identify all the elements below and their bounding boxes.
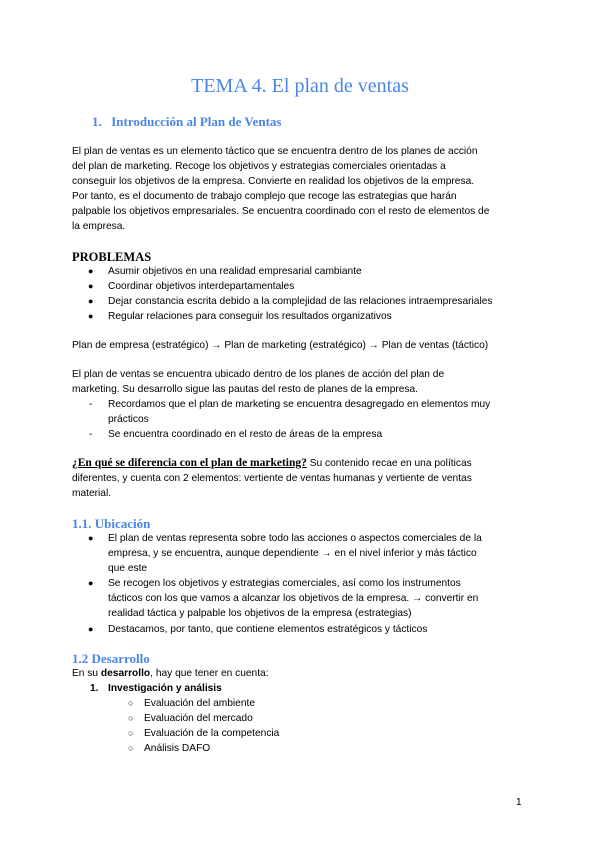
list-item [72,622,542,637]
list-item-text: Asumir objetivos en una realidad empresarial cambiante [108,266,362,277]
list-item-text: Destacamos, por tanto, que contiene elementos estratégicos y tácticos [108,623,428,635]
circle-bullet-icon: ○ [128,713,134,724]
list-item [72,576,542,621]
bullet-icon: ● [88,281,94,292]
list-item-text: realidad táctica y palpable los objetivos de la empresa (estrategias) [108,608,412,620]
bullet-icon: ● [88,266,94,276]
document-title: TEMA 4. El plan de ventas [191,75,409,97]
ubicado-paragraph [72,367,532,397]
circle-bullet-icon: ○ [128,743,134,754]
numbered-item-label: Investigación y análisis [108,683,222,694]
intro-paragraph [72,144,532,235]
desarrollo-intro-before: En su [72,668,101,679]
list-item [72,741,542,756]
desarrollo-intro-bold: desarrollo [100,668,151,679]
list-item-text: prácticos [108,414,149,426]
hierarchy-line: Plan de empresa (estratégico) → Plan de marketing (estratégico) → Plan de ventas (táctico) [72,340,489,351]
problemas-heading: PROBLEMAS [72,250,152,264]
list-item [72,726,542,741]
list-item-text: Coordinar objetivos interdepartamentales [108,281,295,293]
intro-line: la empresa. [72,221,126,233]
list-item [72,397,542,427]
list-item-text: Recordamos que el plan de marketing se encuentra desagregado en elementos muy [108,399,491,410]
list-item-text: Se encuentra coordinado en el resto de áreas de la empresa [108,429,383,441]
list-item [72,711,542,726]
section-1-1-heading: 1.1. Ubicación [72,516,151,531]
circle-bullet-icon: ○ [128,698,134,708]
section-1-number: 1. [92,114,102,129]
list-item-text: Análisis DAFO [144,743,211,755]
section-1-title: Introducción al Plan de Ventas [111,114,282,129]
list-item [72,279,542,294]
list-item-text: tácticos con los que vamos a alcanzar los objetivos de la empresa. → convertir en [108,593,479,605]
question-line: material. [72,488,112,500]
list-item-text: Regular relaciones para conseguir los resultados organizativos [108,311,392,323]
list-item [72,427,542,442]
bullet-icon: ● [88,296,94,307]
desarrollo-intro-line [72,666,532,681]
intro-line: del plan de marketing. Recoge los objetivos y estrategias comerciales orientadas a [72,161,446,173]
question-paragraph [72,456,532,501]
list-item [72,531,542,576]
list-item-text: empresa, y se encuentra, aunque dependiente → en el nivel inferior y más táctico [108,548,477,560]
list-item-text: que este [108,563,148,575]
question-rest: Su contenido recae en una políticas [306,458,472,469]
list-item-text: El plan de ventas representa sobre todo las acciones o aspectos comerciales de la [108,533,482,544]
bullet-icon: ● [88,578,94,589]
page-number: 1 [516,797,522,808]
bullet-icon: ● [88,623,94,634]
list-item-text: Evaluación del mercado [144,713,253,725]
numbered-item [90,681,222,696]
dash-list [72,397,542,442]
intro-line: Por tanto, es el documento de trabajo complejo que recoge las estrategias que harán [72,191,457,203]
desarrollo-sub-list [72,696,542,756]
list-item [72,264,542,279]
question-first-line [72,456,532,471]
problemas-list [72,264,542,324]
intro-line: conseguir los objetivos de la empresa. Convierte en realidad los objetivos de la empresa. [72,176,475,188]
list-item-text: Evaluación de la competencia [144,728,280,740]
section-1-2-heading: 1.2 Desarrollo [72,651,150,666]
question-line: diferentes, y cuenta con 2 elementos: vertiente de ventas humanas y vertiente de ventas [72,473,472,485]
list-item [72,309,542,324]
list-item-text: Se recogen los objetivos y estrategias comerciales, así como los instrumentos [108,578,461,590]
ubicacion-list [72,531,542,637]
bullet-icon: ● [88,533,94,543]
circle-bullet-icon: ○ [128,728,134,739]
dash-icon: - [89,429,93,441]
list-item [72,294,542,309]
hierarchy-paragraph [72,338,532,353]
list-item-text: Evaluación del ambiente [144,698,256,709]
bullet-icon: ● [88,311,94,322]
desarrollo-intro [72,666,532,681]
desarrollo-intro-after: , hay que tener en cuenta: [150,668,269,679]
section-1-heading [92,114,282,130]
list-item [72,696,542,711]
question-label: ¿En qué se diferencia con el plan de marketing? [72,457,307,469]
intro-line: palpable los objetivos empresariales. Se encuentra coordinado con el resto de elementos de [72,206,490,218]
ubicado-line: marketing. Su desarrollo sigue las pautas del resto de planes de la empresa. [72,384,419,396]
dash-icon: - [89,399,93,410]
numbered-item-number: 1. [90,683,99,694]
intro-line: El plan de ventas es un elemento táctico que se encuentra dentro de los planes de acción [72,146,478,157]
list-item-text: Dejar constancia escrita debido a la complejidad de las relaciones intraempresariales [108,296,493,308]
ubicado-line: El plan de ventas se encuentra ubicado dentro de los planes de acción del plan de [72,369,445,380]
